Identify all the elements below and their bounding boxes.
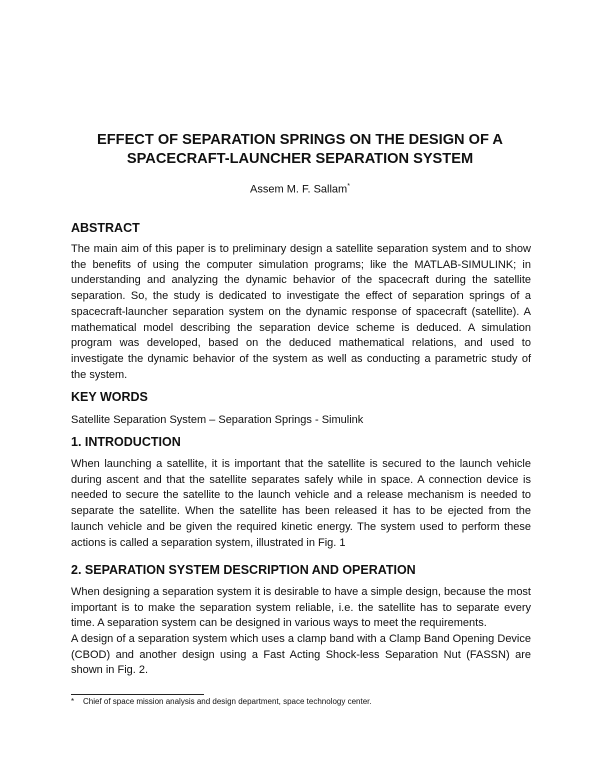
- introduction-text: When launching a satellite, it is important that the satellite is secured to the launch vehicle during ascent and that the satellite separates safely while in space. A connection device is needed to secure the satellite to the launch vehicle and a release mechanism is needed to separate the satellite. When the satellite has been released it has to be ejected from the launch vehicle and be given the required kinetic energy. The system used to perform these actions is called a separation system, illustrated in Fig. 1: [71, 458, 531, 549]
- footnote-divider: [71, 694, 204, 695]
- footnote: [71, 697, 372, 707]
- title-line-2: SPACECRAFT-LAUNCHER SEPARATION SYSTEM: [126, 151, 474, 167]
- introduction-heading: 1. INTRODUCTION: [71, 435, 181, 449]
- abstract-text: The main aim of this paper is to preliminary design a satellite separation system and to show the benefits of using the computer simulation programs; like the MATLAB-SIMULINK; in understanding and analyzing the dynamic behavior of the spacecraft during the satellite separation. So, the study is dedicated to investigate the effect of separation springs of a spacecraft-launcher separation system on the dynamic response of spacecraft (satellite). A mathematical model describing the separation device scheme is deduced. A simulation program was developed, based on the deduced mathematical relations, and used to investigate the dynamic behavior of the system as well as conducting a parametric study of the system.: [71, 243, 531, 381]
- abstract-heading: ABSTRACT: [71, 221, 140, 235]
- separation-system-para-2: A design of a separation system which uses a clamp band with a Clamp Band Opening Device (CBOD) and another design using a Fast Acting Shock-less Separation Nut (FASSN) are shown in Fig. 2.: [71, 633, 531, 677]
- separation-system-heading: 2. SEPARATION SYSTEM DESCRIPTION AND OPERATION: [71, 563, 416, 577]
- author-line: [60, 180, 540, 197]
- author-footnote-mark: *: [347, 183, 350, 190]
- paper-title: [60, 131, 540, 169]
- author-name: Assem M. F. Sallam: [250, 183, 348, 196]
- footnote-mark: *: [71, 697, 75, 706]
- title-line-1: EFFECT OF SEPARATION SPRINGS ON THE DESIGN OF A: [97, 132, 503, 148]
- separation-system-para-1: When designing a separation system it is desirable to have a simple design, because the most important is to make the separation system reliable, i.e. the satellite has to separate every time. A separation system can be designed in various ways to meet the requirements.: [71, 586, 531, 630]
- keywords-heading: KEY WORDS: [71, 390, 148, 404]
- footnote-text: Chief of space mission analysis and design department, space technology center.: [83, 697, 372, 706]
- keywords-text: Satellite Separation System – Separation Springs - Simulink: [71, 414, 364, 426]
